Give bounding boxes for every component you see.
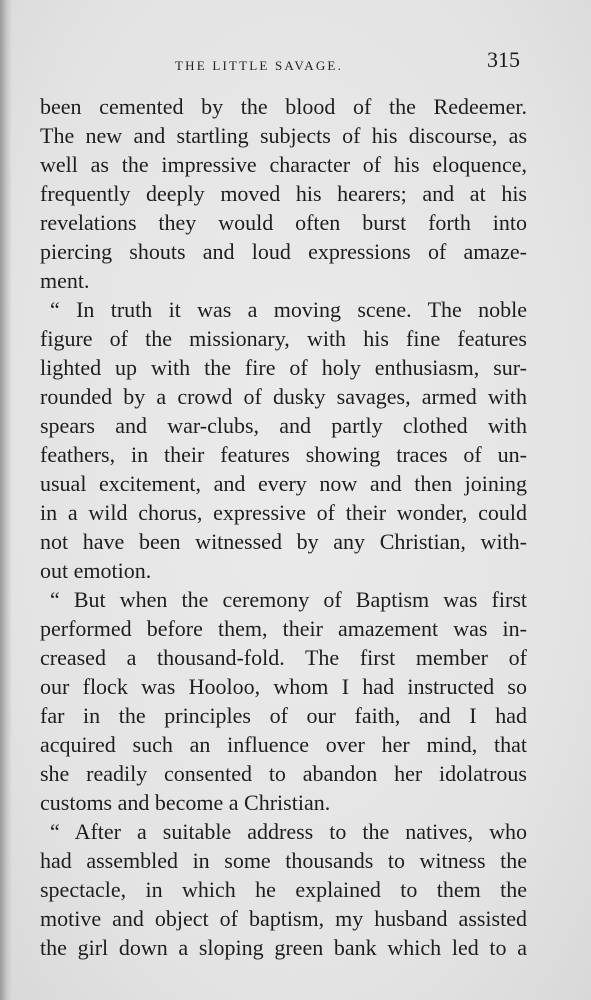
text-line: had assembled in some thousands to witness the — [40, 848, 527, 873]
text-line: rounded by a crowd of dusky savages, armed with — [40, 384, 527, 409]
text-line: spectacle, in which he explained to them the — [40, 877, 527, 902]
text-line: “ But when the ceremony of Baptism was first — [50, 587, 527, 612]
text-line: usual excitement, and every now and then joining — [40, 471, 527, 496]
text-line: out emotion. — [40, 558, 152, 583]
text-line: well as the impressive character of his eloquence, — [40, 152, 527, 177]
text-line: feathers, in their features showing traces of un- — [40, 442, 527, 467]
text-line: revelations they would often burst forth into — [40, 210, 527, 235]
page-number: 315 — [487, 47, 520, 72]
page-gutter-shadow — [0, 0, 12, 1000]
text-line: far in the principles of our faith, and I had — [40, 703, 527, 728]
text-line: “ After a suitable address to the natives, who — [50, 819, 527, 844]
text-line: been cemented by the blood of the Redeemer. — [40, 94, 527, 119]
text-line: performed before them, their amazement was in- — [40, 616, 527, 641]
text-line: creased a thousand-fold. The first member of — [40, 645, 527, 670]
text-line: frequently deeply moved his hearers; and at his — [40, 181, 527, 206]
text-line: spears and war-clubs, and partly clothed with — [40, 413, 527, 438]
text-line: figure of the missionary, with his fine features — [40, 326, 527, 351]
text-line: customs and become a Christian. — [40, 790, 331, 815]
text-line: she readily consented to abandon her idolatrous — [40, 761, 527, 786]
text-line: the girl down a sloping green bank which led to a — [40, 935, 527, 960]
text-line: in a wild chorus, expressive of their wonder, could — [40, 500, 527, 525]
text-line: not have been witnessed by any Christian, with- — [40, 529, 527, 554]
text-line: The new and startling subjects of his discourse, as — [40, 123, 527, 148]
running-head: THE LITTLE SAVAGE. — [175, 58, 344, 73]
text-line: piercing shouts and loud expressions of amaze- — [40, 239, 527, 264]
text-line: motive and object of baptism, my husband assisted — [40, 906, 527, 931]
text-line: acquired such an influence over her mind, that — [40, 732, 527, 757]
text-line: “ In truth it was a moving scene. The noble — [50, 297, 527, 322]
text-line: lighted up with the fire of holy enthusiasm, sur- — [40, 355, 527, 380]
text-line: our flock was Hooloo, whom I had instructed so — [40, 674, 527, 699]
text-line: ment. — [40, 268, 90, 293]
